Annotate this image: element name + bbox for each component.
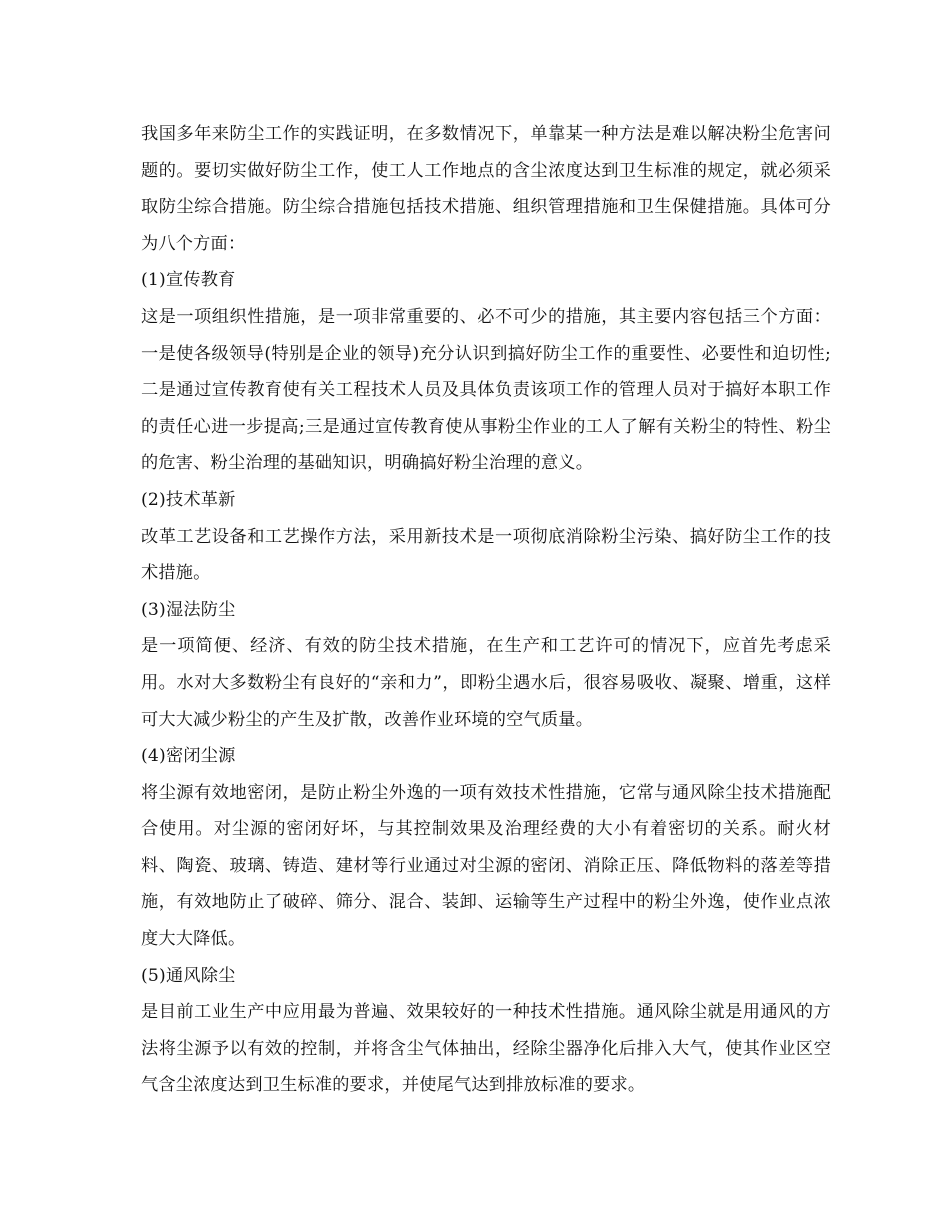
document-page [141,116,831,1104]
section-heading-4: (4)密闭尘源 [141,746,236,767]
section-heading-2: (2)技术革新 [141,489,236,510]
section-body-4: 将尘源有效地密闭，是防止粉尘外逸的一项有效技术性措施，它常与通风除尘技术措施配合使用。对尘源的密闭好坏，与其控制效果及治理经费的大小有着密切的关系。耐火材料、陶瓷、玻璃、铸造、建材等行业通过对尘源的密闭、消除正压、降低物料的落差等措施，有效地防止了破碎、筛分、混合、装卸、运输等生产过程中的粉尘外逸，使作业点浓度大大降低。 [141,782,831,950]
section-heading-3: (3)湿法防尘 [141,599,236,620]
section-body-3: 是一项简便、经济、有效的防尘技术措施，在生产和工艺许可的情况下，应首先考虑采用。水对大多数粉尘有良好的“亲和力”，即粉尘遇水后，很容易吸收、凝聚、增重，这样可大大减少粉尘的产生及扩散，改善作业环境的空气质量。 [141,636,831,730]
section-body-2: 改革工艺设备和工艺操作方法，采用新技术是一项彻底消除粉尘污染、搞好防尘工作的技术措施。 [141,526,831,584]
intro-paragraph: 我国多年来防尘工作的实践证明，在多数情况下，单靠某一种方法是难以解决粉尘危害问题的。要切实做好防尘工作，使工人工作地点的含尘浓度达到卫生标准的规定，就必须采取防尘综合措施。防尘综合措施包括技术措施、组织管理措施和卫生保健措施。具体可分为八个方面： [141,124,831,254]
section-heading-5: (5)通风除尘 [141,965,236,986]
section-heading-1: (1)宣传教育 [141,270,236,291]
section-body-1: 这是一项组织性措施，是一项非常重要的、必不可少的措施，其主要内容包括三个方面：一是使各级领导(特别是企业的领导)充分认识到搞好防尘工作的重要性、必要性和迫切性;二是通过宣传教育使有关工程技术人员及具体负责该项工作的管理人员对于搞好本职工作的责任心进一步提高;三是通过宣传教育使从事粉尘作业的工人了解有关粉尘的特性、粉尘的危害、粉尘治理的基础知识，明确搞好粉尘治理的意义。 [141,306,831,474]
section-body-5: 是目前工业生产中应用最为普遍、效果较好的一种技术性措施。通风除尘就是用通风的方法将尘源予以有效的控制，并将含尘气体抽出，经除尘器净化后排入大气，使其作业区空气含尘浓度达到卫生标准的要求，并使尾气达到排放标准的要求。 [141,1002,831,1096]
